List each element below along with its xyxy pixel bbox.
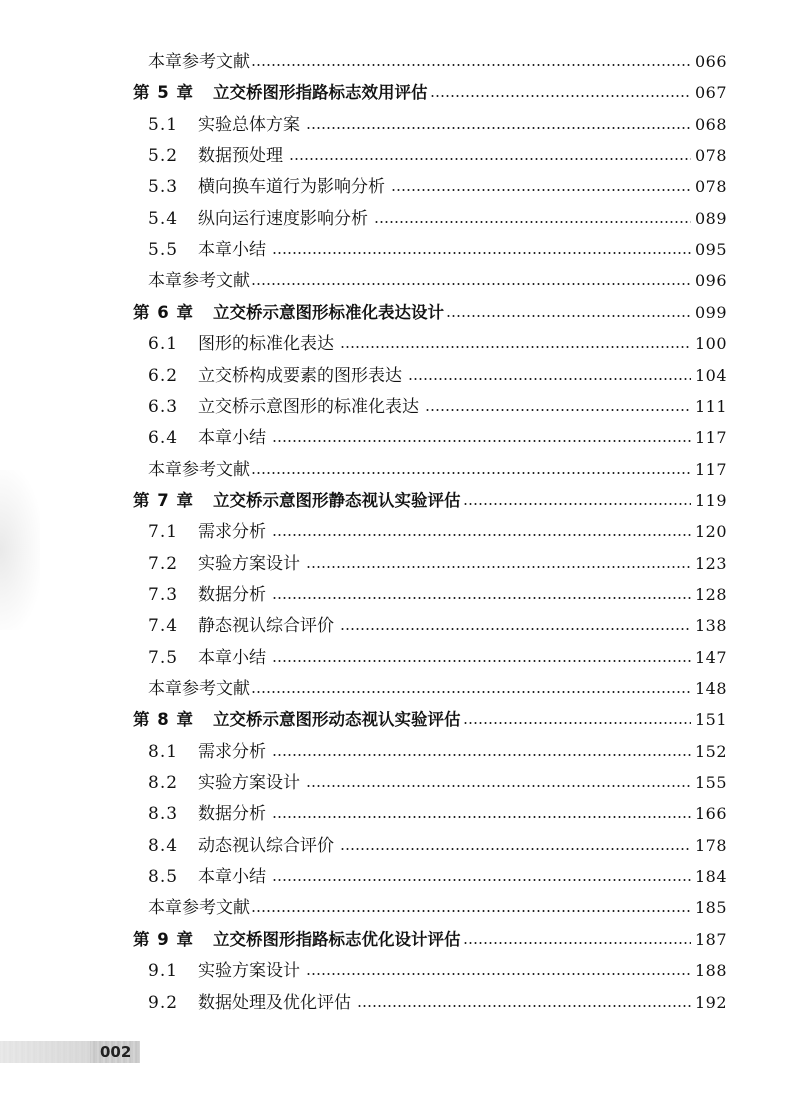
page-folio: 002	[100, 1043, 132, 1061]
entry-number: 7.1	[148, 522, 179, 543]
entry-number: 6.4	[148, 428, 179, 449]
entry-page-number: 120	[694, 522, 727, 542]
entry-title: 静态视认综合评价	[198, 616, 334, 637]
toc-section-entry[interactable]	[148, 426, 727, 450]
entry-page-number: 066	[694, 52, 727, 71]
dot-leader	[430, 95, 691, 97]
entry-number: 7.2	[148, 553, 179, 574]
entry-title: 立交桥示意图形静态视认实验评估	[213, 490, 461, 510]
toc-section-entry[interactable]	[148, 520, 727, 544]
entry-page-number: 096	[694, 271, 727, 291]
entry-title: 本章参考文献	[148, 679, 250, 699]
entry-page-number: 123	[694, 553, 727, 573]
entry-number: 5.2	[148, 146, 179, 167]
entry-title: 立交桥示意图形动态视认实验评估	[213, 710, 461, 730]
entry-page-number: 067	[694, 83, 727, 103]
dot-leader	[272, 597, 691, 599]
entry-title: 本章小结	[198, 647, 266, 668]
toc-chapter-entry[interactable]	[133, 489, 727, 513]
toc-section-entry[interactable]	[148, 959, 727, 983]
entry-number: 5.4	[148, 208, 179, 229]
entry-page-number: 117	[694, 428, 727, 448]
entry-title: 横向换车道行为影响分析	[198, 177, 385, 198]
toc-section-entry[interactable]	[148, 834, 727, 858]
toc-section-entry[interactable]	[148, 175, 727, 199]
entry-title: 数据处理及优化评估	[198, 992, 351, 1013]
entry-title: 实验方案设计	[198, 961, 300, 982]
entry-title: 立交桥示意图形的标准化表达	[198, 396, 419, 417]
toc-references-entry[interactable]	[148, 677, 727, 701]
entry-title: 本章小结	[198, 428, 266, 449]
dot-leader	[272, 879, 691, 881]
entry-number: 7.5	[148, 647, 179, 668]
entry-page-number: 099	[694, 302, 727, 322]
entry-page-number: 155	[694, 773, 727, 793]
toc-section-entry[interactable]	[148, 771, 727, 795]
dot-leader	[340, 628, 691, 630]
entry-number: 8.1	[148, 741, 179, 762]
entry-number: 第 5 章	[133, 83, 194, 103]
toc-references-entry[interactable]	[148, 458, 727, 482]
dot-leader	[289, 158, 691, 160]
entry-page-number: 068	[694, 114, 727, 134]
dot-leader	[306, 785, 691, 787]
entry-title: 纵向运行速度影响分析	[198, 208, 368, 229]
dot-leader	[306, 127, 691, 129]
entry-page-number: 095	[694, 240, 727, 260]
entry-title: 数据预处理	[198, 146, 283, 167]
entry-page-number: 192	[694, 992, 727, 1012]
toc-chapter-entry[interactable]	[133, 81, 727, 105]
entry-title: 立交桥构成要素的图形表达	[198, 365, 402, 386]
dot-leader	[251, 691, 691, 693]
entry-number: 9.1	[148, 961, 179, 982]
entry-number: 6.3	[148, 396, 179, 417]
entry-title: 动态视认综合评价	[198, 835, 334, 856]
entry-number: 第 7 章	[133, 490, 194, 510]
toc-section-entry[interactable]	[148, 802, 727, 826]
dot-leader	[340, 848, 691, 850]
dot-leader	[306, 566, 691, 568]
toc-references-entry[interactable]	[148, 50, 727, 74]
toc-section-entry[interactable]	[148, 646, 727, 670]
entry-page-number: 178	[694, 835, 727, 855]
dot-leader	[306, 973, 691, 975]
entry-title: 实验方案设计	[198, 773, 300, 794]
entry-page-number: 089	[694, 208, 727, 228]
toc-section-entry[interactable]	[148, 614, 727, 638]
dot-leader	[272, 660, 691, 662]
entry-title: 立交桥示意图形标准化表达设计	[213, 302, 444, 322]
entry-page-number: 100	[694, 334, 727, 354]
toc-chapter-entry[interactable]	[133, 708, 727, 732]
entry-title: 本章小结	[198, 867, 266, 888]
entry-page-number: 152	[694, 741, 727, 761]
toc-section-entry[interactable]	[148, 364, 727, 388]
dot-leader	[463, 503, 691, 505]
entry-title: 需求分析	[198, 741, 266, 762]
entry-title: 本章参考文献	[148, 271, 250, 292]
entry-number: 5.5	[148, 240, 179, 261]
toc-section-entry[interactable]	[148, 332, 727, 356]
dot-leader	[340, 346, 691, 348]
entry-title: 实验总体方案	[198, 114, 300, 135]
dot-leader	[251, 283, 691, 285]
dot-leader	[251, 472, 691, 474]
entry-page-number: 117	[694, 459, 727, 479]
toc-references-entry[interactable]	[148, 896, 727, 920]
dot-leader	[272, 754, 691, 756]
entry-title: 实验方案设计	[198, 553, 300, 574]
entry-title: 本章参考文献	[148, 898, 250, 919]
page-edge-shadow	[0, 470, 40, 630]
dot-leader	[425, 409, 691, 411]
entry-number: 8.5	[148, 867, 179, 888]
dot-leader	[357, 1005, 691, 1007]
entry-page-number: 078	[694, 177, 727, 197]
entry-title: 数据分析	[198, 584, 266, 605]
entry-title: 需求分析	[198, 522, 266, 543]
dot-leader	[391, 189, 691, 191]
entry-number: 8.4	[148, 835, 179, 856]
toc-section-entry[interactable]	[148, 552, 727, 576]
toc-section-entry[interactable]	[148, 207, 727, 231]
entry-page-number: 184	[694, 867, 727, 887]
dot-leader	[272, 440, 691, 442]
entry-number: 7.4	[148, 616, 179, 637]
dot-leader	[463, 942, 691, 944]
entry-number: 第 9 章	[133, 929, 194, 949]
toc-section-entry[interactable]	[148, 144, 727, 168]
entry-title: 本章参考文献	[148, 52, 250, 72]
entry-number: 第 8 章	[133, 710, 194, 730]
entry-title: 图形的标准化表达	[198, 334, 334, 355]
toc-section-entry[interactable]	[148, 740, 727, 764]
entry-number: 5.1	[148, 114, 179, 135]
entry-page-number: 148	[694, 679, 727, 698]
dot-leader	[272, 252, 691, 254]
toc-references-entry[interactable]	[148, 269, 727, 293]
entry-number: 第 6 章	[133, 302, 194, 322]
entry-page-number: 185	[694, 898, 727, 918]
entry-title: 立交桥图形指路标志优化设计评估	[213, 929, 461, 949]
dot-leader	[463, 722, 691, 724]
entry-page-number: 119	[694, 490, 727, 510]
entry-page-number: 147	[694, 647, 727, 667]
toc-section-entry[interactable]	[148, 113, 727, 137]
entry-number: 6.2	[148, 365, 179, 386]
entry-page-number: 166	[694, 804, 727, 824]
dot-leader	[272, 816, 691, 818]
entry-page-number: 138	[694, 616, 727, 636]
entry-number: 6.1	[148, 334, 179, 355]
dot-leader	[251, 64, 691, 66]
entry-title: 数据分析	[198, 804, 266, 825]
toc-chapter-entry[interactable]	[133, 301, 727, 325]
dot-leader	[446, 315, 691, 317]
entry-page-number: 104	[694, 365, 727, 385]
toc-section-entry[interactable]	[148, 865, 727, 889]
dot-leader	[272, 534, 691, 536]
entry-page-number: 111	[694, 396, 727, 416]
toc-section-entry[interactable]	[148, 583, 727, 607]
entry-title: 本章参考文献	[148, 459, 250, 480]
entry-page-number: 187	[694, 929, 727, 949]
dot-leader	[374, 221, 691, 223]
entry-page-number: 151	[694, 710, 727, 730]
entry-number: 8.2	[148, 773, 179, 794]
dot-leader	[408, 378, 691, 380]
dot-leader	[251, 910, 691, 912]
toc-chapter-entry[interactable]	[133, 928, 727, 952]
toc-section-entry[interactable]	[148, 238, 727, 262]
toc-section-entry[interactable]	[148, 991, 727, 1015]
entry-title: 立交桥图形指路标志效用评估	[213, 83, 428, 103]
entry-title: 本章小结	[198, 240, 266, 261]
entry-number: 8.3	[148, 804, 179, 825]
toc-section-entry[interactable]	[148, 395, 727, 419]
entry-number: 9.2	[148, 992, 179, 1013]
entry-number: 5.3	[148, 177, 179, 198]
entry-number: 7.3	[148, 584, 179, 605]
entry-page-number: 188	[694, 961, 727, 981]
entry-page-number: 128	[694, 584, 727, 604]
entry-page-number: 078	[694, 146, 727, 166]
